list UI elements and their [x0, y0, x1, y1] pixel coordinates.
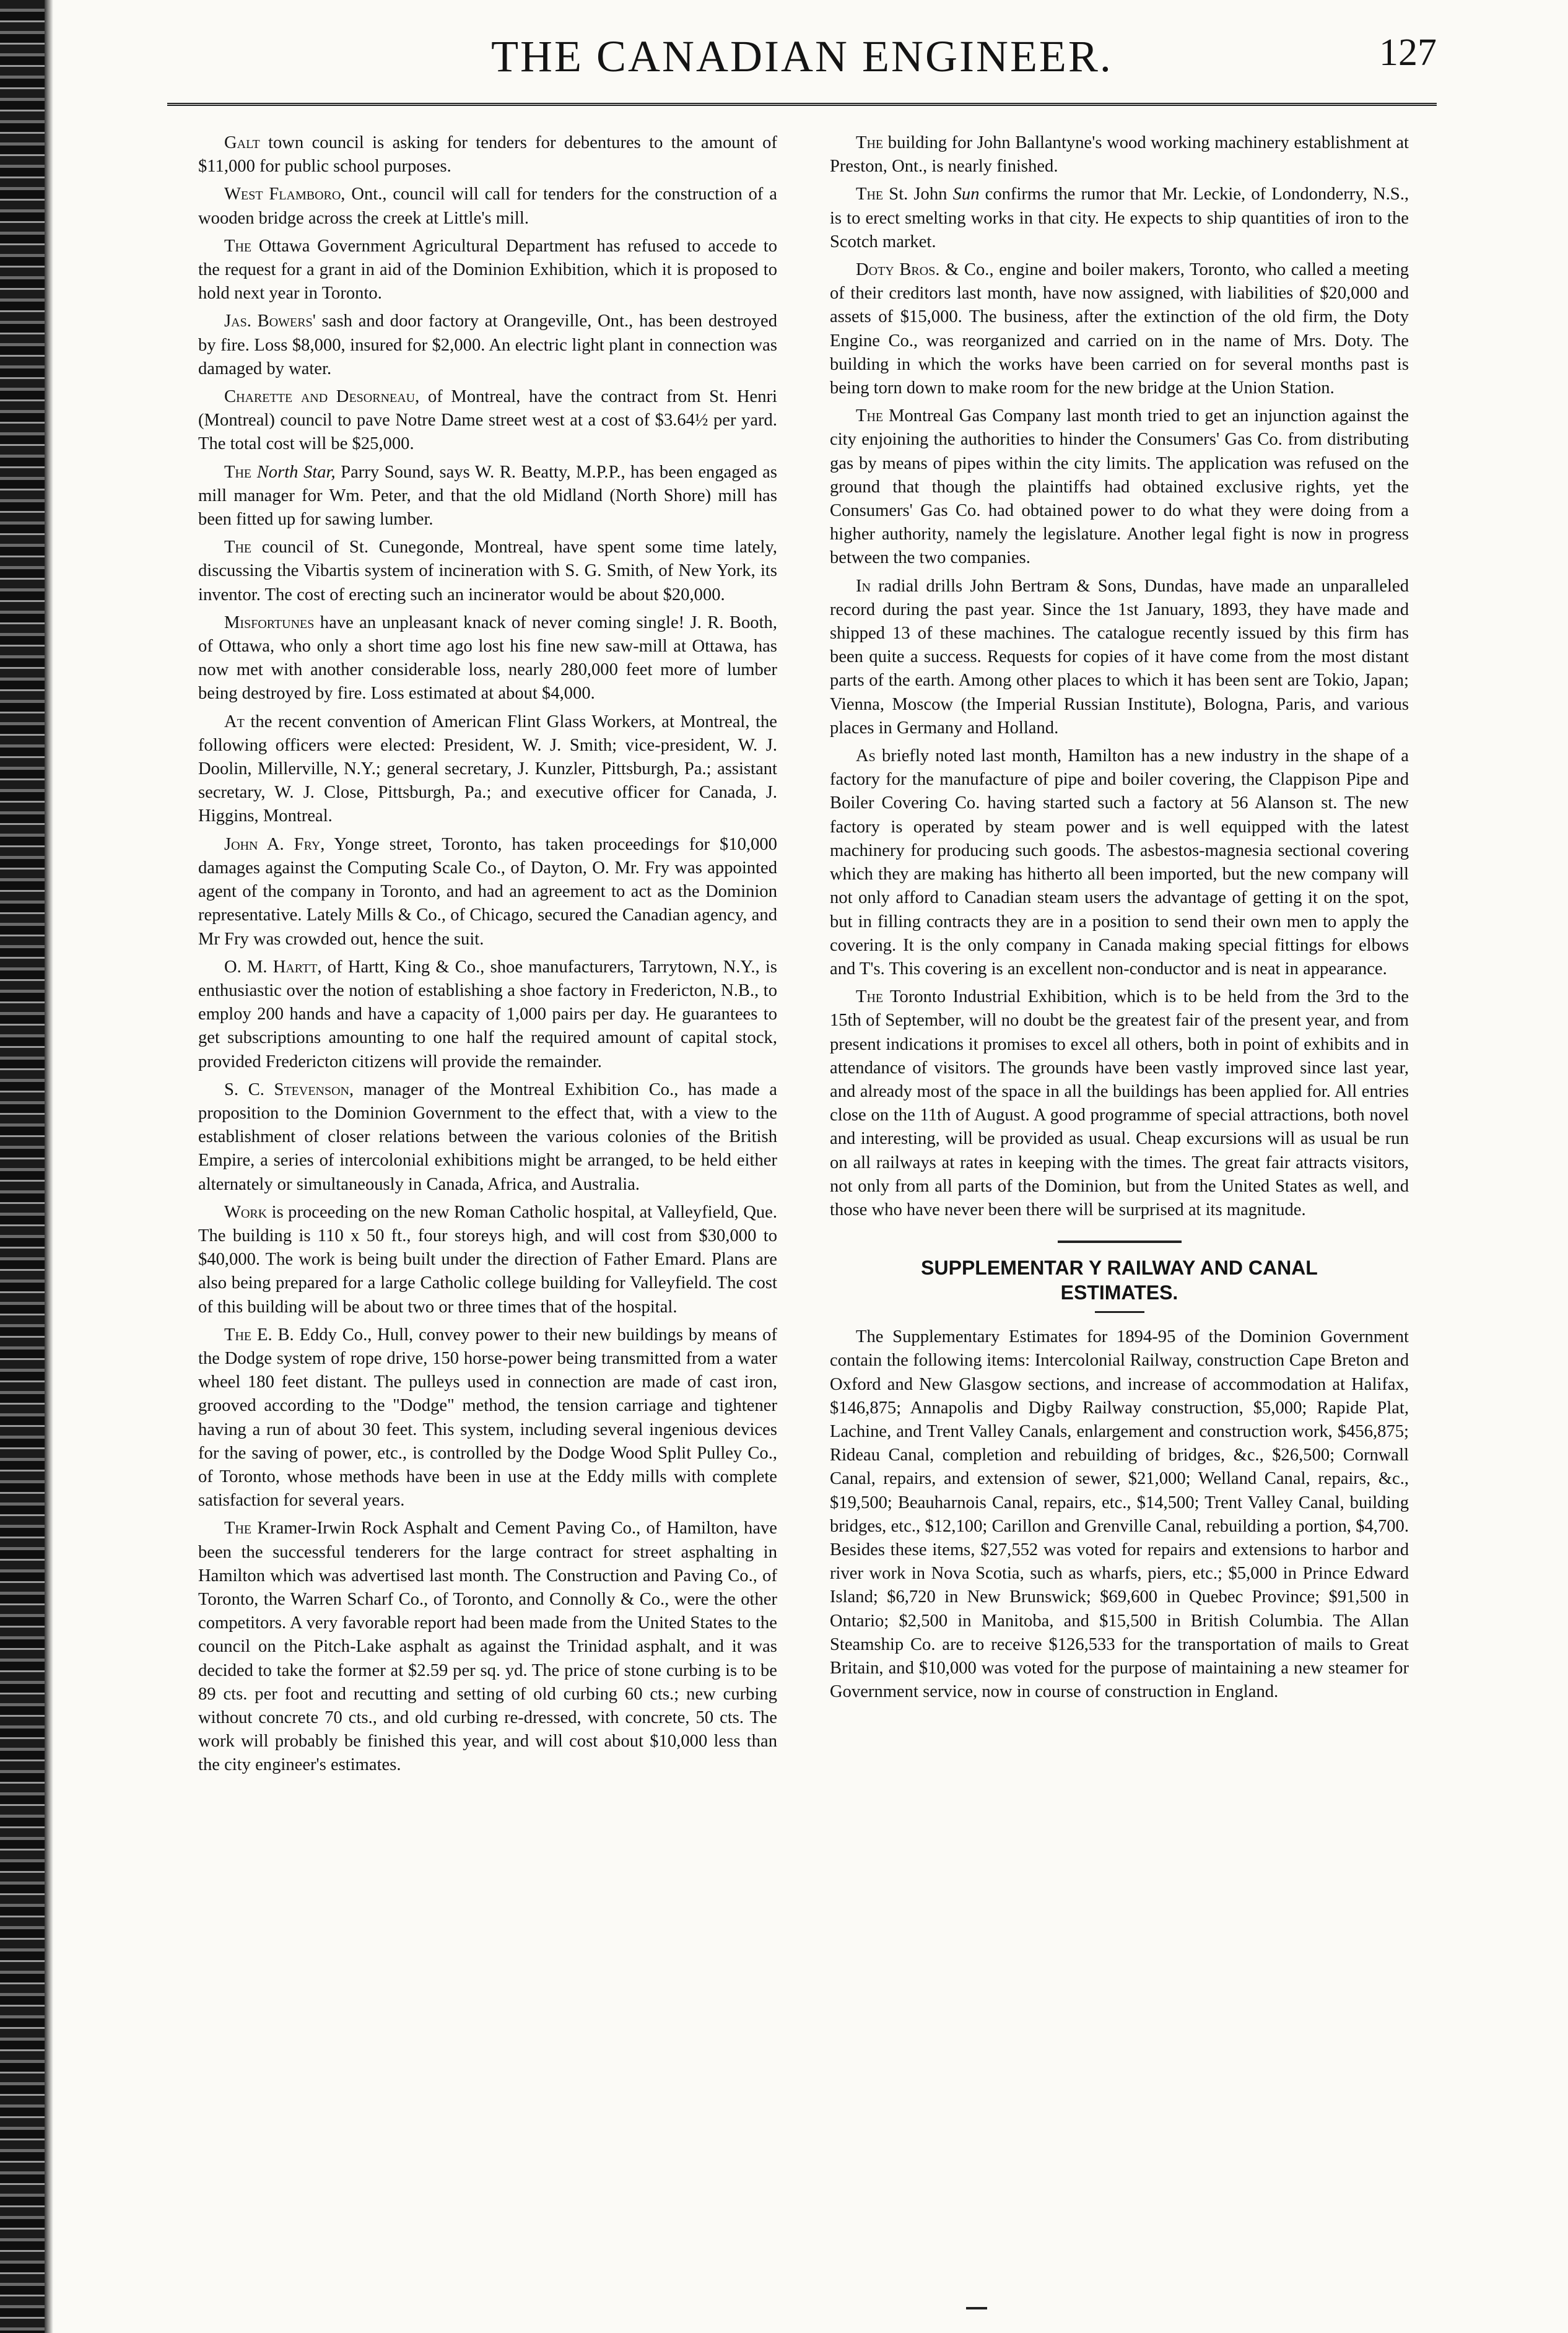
news-item: Doty Bros. & Co., engine and boiler makers, Toronto, who called a meeting of their creditors last month, have now assigned, with liabilities of $20,000 and assets of $15,000. The business, after the extinction of the old firm, the Doty Engine Co., was reorganized and carried on in the name of Mrs. Doty. The building in which the works have been carried on for several months past is being torn down to make room for the new bridge at the Union Station. [830, 260, 1409, 398]
news-item: The Montreal Gas Company last month tried to get an injunction against the city enjoining the authorities to hinder the Consumers' Gas Co. from distributing gas by means of pipes within the city limits. The application was refused on the ground that though the plaintiffs had obtained exclusive rights, yet the Consumers' Gas Co. had obtained power to do what they were doing from a higher authority, namely the legislature. Another legal fight is now in progress between the two companies. [830, 406, 1409, 568]
page-number: 127 [1379, 32, 1437, 74]
news-item: Galt town council is asking for tenders for debentures to the amount of $11,000 for public school purposes. [198, 133, 777, 177]
news-item: Charette and Desorneau, of Montreal, have the contract from St. Henri (Montreal) council to pave Notre Dame street west at a cost of $3.64½ per yard. The total cost will be $25,000. [198, 387, 777, 454]
news-item: John A. Fry, Yonge street, Toronto, has taken proceedings for $10,000 damages against the Computing Scale Co., of Dayton, O. Mr. Fry was appointed agent of the company in Toronto, and had an agreement to act as the Dominion representative. Lately Mills & Co., of Chicago, secured the Canadian agency, and Mr Fry was crowded out, hence the suit. [198, 834, 777, 949]
news-item: In radial drills John Bertram & Sons, Dundas, have made an unparalleled record during the past year. Since the 1st January, 1893, they have made and shipped 13 of these machines. The catalogue recently issued by this firm has been quite a success. Requests for copies of it have come from the most distant parts of the earth. Among other places to which it has been sent are Tokio, Japan; Vienna, Moscow (the Imperial Russian Institute), Bologna, Paris, and various places in Germany and Holland. [830, 576, 1409, 738]
footer-dash [966, 2307, 987, 2309]
news-item: Misfortunes have an unpleasant knack of never coming single! J. R. Booth, of Ottawa, who only a short time ago lost his fine new saw-mill at Ottawa, has now met with another considerable loss, nearly 280,000 feet more of lumber being destroyed by fire. Loss estimated at about $4,000. [198, 613, 777, 704]
page-header [167, 17, 1437, 104]
section-rule [1058, 1241, 1182, 1243]
section-body: The Supplementary Estimates for 1894-95 of the Dominion Government contain the following items: Intercolonial Railway, construction Cape Breton and Oxford and New Glasgow sections, and increase of accommodation at Halifax, $146,875; Annapolis and Digby Railway construction, $5,000; Rapide Plat, Lachine, and Trent Valley Canals, enlargement and construction work, $456,875; Rideau Canal, completion and rebuilding of bridges, &c., $26,500; Cornwall Canal, repairs, and extension of sewer, $21,000; Welland Canal, repairs, &c., $19,500; Beauharnois Canal, repairs, etc., $14,500; Trent Valley Canal, building bridges, etc., $12,100; Carillon and Grenville Canal, rebuilding a portion, $4,700. Besides these items, $27,552 was voted for repairs and extensions to harbor and river work in Nova Scotia, such as wharfs, piers, etc.; $5,000 in Prince Edward Island; $6,720 in New Brunswick; $69,600 in Quebec Province; $91,500 in Ontario; $2,500 in Manitoba, and $15,500 in British Columbia. The Allan Steamship Co. are to receive $126,533 for the transportation of mails to Great Britain, and $10,000 was voted for the purpose of maintaining a new steamer for Government service, now in course of construction in England. [830, 1327, 1409, 1702]
news-item: The Kramer-Irwin Rock Asphalt and Cement Paving Co., of Hamilton, have been the successful tenderers for the large contract for street asphalting in Hamilton which was advertised last month. The Construction and Paving Co., of Toronto, the Warren Scharf Co., of Toronto, and Connolly & Co., were the other competitors. A very favorable report had been made from the United States to the council on the Pitch-Lake asphalt as against the Trinidad asphalt, and it was decided to take the former at $2.59 per sq. yd. The price of stone curbing is to be 89 cts. per foot and recutting and setting of old curbing 60 cts.; new curbing without concrete 70 cts., and old curbing re-dressed, with concrete, 50 cts. The work will probably be finished this year, and will cost about $10,000 less than the city engineer's estimates. [198, 1519, 777, 1775]
news-item: The council of St. Cunegonde, Montreal, have spent some time lately, discussing the Vibartis system of incineration with S. G. Smith, of New York, its inventor. The cost of erecting such an incinerator would be about $20,000. [198, 538, 777, 604]
news-item: At the recent convention of American Flint Glass Workers, at Montreal, the following officers were elected: President, W. J. Smith; vice-president, W. J. Doolin, Millerville, N.Y.; general secretary, J. Kunzler, Pittsburgh, Pa.; assistant secretary, W. J. Close, Pittsburgh, Pa.; and executive officer for Canada, J. Higgins, Montreal. [198, 712, 777, 826]
heading-rule [1095, 1311, 1144, 1313]
journal-title: THE CANADIAN ENGINEER. [491, 32, 1113, 81]
news-item: The Ottawa Government Agricultural Department has refused to accede to the request for a grant in aid of the Dominion Exhibition, which it is proposed to hold next year in Toronto. [198, 236, 777, 303]
news-item: As briefly noted last month, Hamilton has a new industry in the shape of a factory for the manufacture of pipe and boiler covering, the Clappison Pipe and Boiler Covering Co. having started such a factory at 56 Alanson st. The new factory is operated by steam power and is well equipped with the latest machinery for producing such goods. The asbestos-magnesia sectional covering which they are making has hitherto all been imported, but the new company will not only afford to Canadian steam users the advantage of getting it on the spot, but in filling contracts they are in a position to send their own men to apply the covering. It is the only company in Canada making special fittings for elbows and T's. This covering is an excellent non-conductor and is neat in appearance. [830, 746, 1409, 979]
news-item: The St. John Sun confirms the rumor that Mr. Leckie, of Londonderry, N.S., is to erect smelting works in that city. He expects to ship quantities of iron to the Scotch market. [830, 185, 1409, 251]
news-item: The E. B. Eddy Co., Hull, convey power to their new buildings by means of the Dodge system of rope drive, 150 horse-power being transmitted from a water wheel 180 feet distant. The pulleys used in connection are made of cast iron, grooved according to the "Dodge" method, the tension carriage and tightener having a run of about 30 feet. This system, including several ingenious devices for the saving of power, etc., is controlled by the Dodge Wood Split Pulley Co., of Toronto, whose methods have been in use at the Eddy mills with complete satisfaction for several years. [198, 1325, 777, 1511]
news-item: Work is proceeding on the new Roman Catholic hospital, at Valleyfield, Que. The building is 110 x 50 ft., four storeys high, and will cost from $30,000 to $40,000. The work is being built under the direction of Father Emard. Plans are also being prepared for a large Catholic college building for Valleyfield. The cost of this building will be about two or three times that of the hospital. [198, 1202, 777, 1317]
header-rule [167, 103, 1437, 106]
news-item: Jas. Bowers' sash and door factory at Orangeville, Ont., has been destroyed by fire. Loss $8,000, insured for $2,000. An electric light plant in connection was damaged by water. [198, 312, 777, 378]
news-item: The building for John Ballantyne's wood working machinery establishment at Preston, Ont., is nearly finished. [830, 133, 1409, 177]
news-item: O. M. Hartt, of Hartt, King & Co., shoe manufacturers, Tarrytown, N.Y., is enthusiastic over the notion of establishing a shoe factory in Fredericton, N.B., to employ 200 hands and have a capacity of 1,000 pairs per day. He guarantees to get subscriptions amounting to one half the required amount of capital stock, provided Fredericton citizens will provide the remainder. [198, 957, 777, 1071]
left-column [198, 131, 777, 1782]
news-item: S. C. Stevenson, manager of the Montreal Exhibition Co., has made a proposition to the Dominion Government to the effect that, with a view to the establishment of closer relations between the various colonies of the British Empire, a series of intercolonial exhibitions might be arranged, to be held either alternately or simultaneously in Canada, Africa, and Australia. [198, 1079, 778, 1194]
right-column [830, 131, 1409, 1708]
section-heading: SUPPLEMENTAR Y RAILWAY AND CANAL ESTIMATES. [921, 1257, 1318, 1304]
binding-shadow [45, 0, 53, 2333]
news-item: The Toronto Industrial Exhibition, which is to be held from the 3rd to the 15th of September, will no doubt be the greatest fair of the present year, and from present indications it promises to excel all others, both in point of exhibits and in attendance of visitors. The grounds have been vastly improved since last year, and already most of the space in all the buildings has been applied for. All entries close on the 11th of August. A good programme of special attractions, both novel and interesting, will be provided as usual. Cheap excursions will as usual be run on all railways at rates in keeping with the times. The great fair attracts visitors, not only from all parts of the Dominion, but from the United States as well, and those who have never been there will be surprised at its magnitude. [830, 987, 1409, 1219]
news-item: The North Star, Parry Sound, says W. R. Beatty, M.P.P., has been engaged as mill manager for Wm. Peter, and that the old Midland (North Shore) mill has been fitted up for sawing lumber. [198, 462, 778, 530]
news-item: West Flamboro, Ont., council will call for tenders for the construction of a wooden bridge across the creek at Little's mill. [198, 185, 777, 228]
book-binding-edge [0, 0, 45, 2333]
